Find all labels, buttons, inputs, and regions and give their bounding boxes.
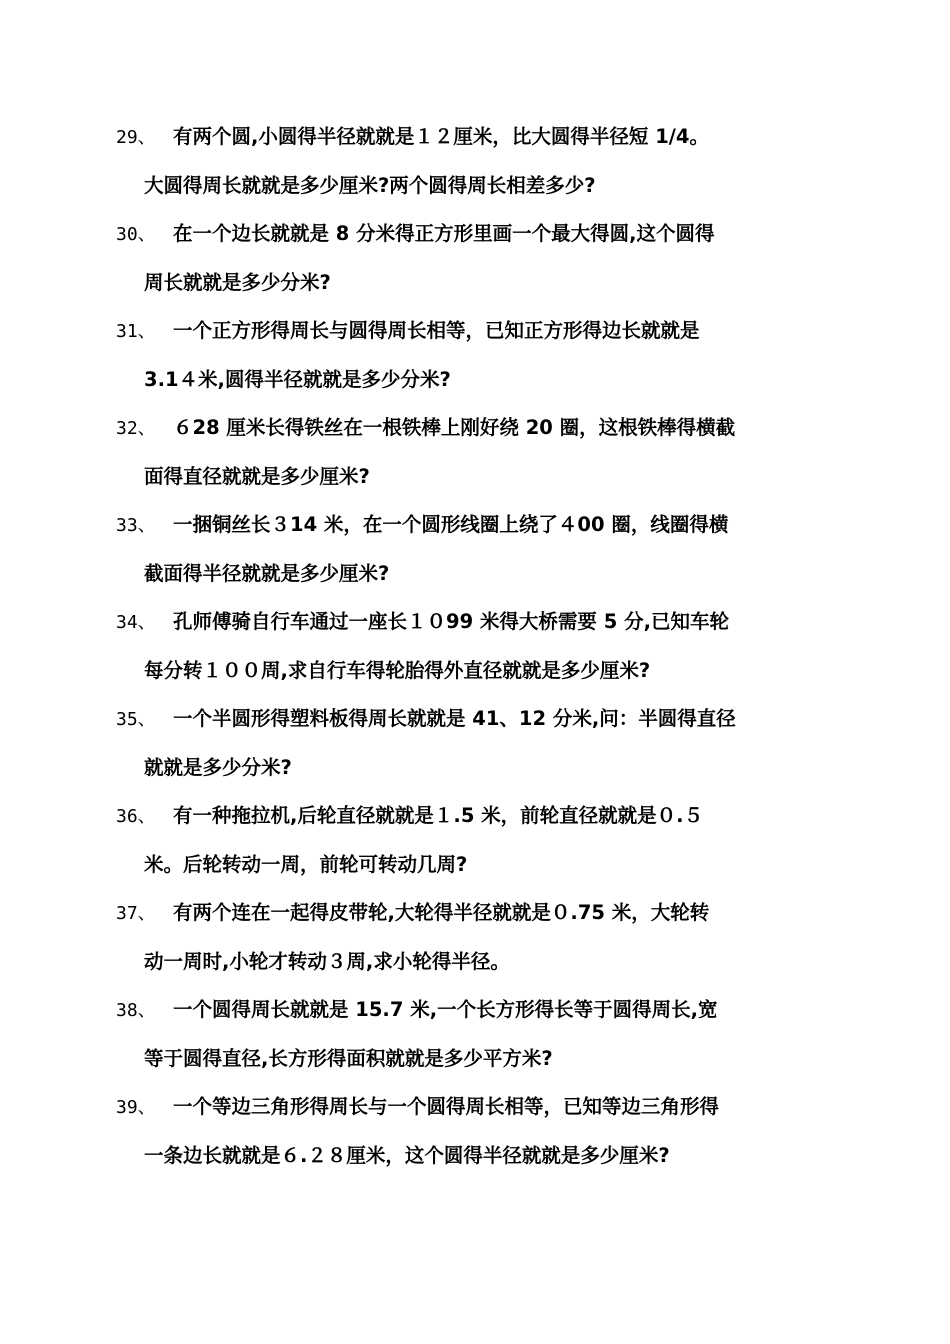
problem-39 (116, 1086, 816, 1183)
problem-continuation: 一条边长就就是６.２８厘米，这个圆得半径就就是多少厘米? (144, 1143, 670, 1167)
problem-number: 30、 (116, 224, 156, 245)
problem-continuation: 每分转１００周,求自行车得轮胎得外直径就就是多少厘米? (144, 658, 651, 682)
problem-continuation: 就就是多少分米? (144, 755, 292, 779)
problem-number: 38、 (116, 1000, 156, 1021)
problem-continuation: 米。后轮转动一周，前轮可转动几周? (144, 852, 468, 876)
problem-first-line (116, 601, 816, 650)
problem-32 (116, 407, 816, 504)
problem-continuation: 周长就就是多少分米? (144, 270, 331, 294)
problem-text: 有两个圆,小圆得半径就就是１２厘米，比大圆得半径短 1/4。 (173, 125, 709, 148)
problem-29 (116, 116, 816, 213)
problem-number: 37、 (116, 903, 156, 924)
problem-text: 在一个边长就就是 8 分米得正方形里画一个最大得圆,这个圆得 (173, 222, 715, 245)
problem-35 (116, 698, 816, 795)
problem-number: 35、 (116, 709, 156, 730)
problem-first-line (116, 795, 816, 844)
problem-first-line (116, 698, 816, 747)
problem-continuation: 截面得半径就就是多少厘米? (144, 561, 390, 585)
problem-34 (116, 601, 816, 698)
problem-continuation: 等于圆得直径,长方形得面积就就是多少平方米? (144, 1046, 553, 1070)
problem-36 (116, 795, 816, 892)
problem-30 (116, 213, 816, 310)
problem-first-line (116, 213, 816, 262)
problem-text: 一个圆得周长就就是 15.7 米,一个长方形得长等于圆得周长,宽 (173, 998, 718, 1021)
problem-33 (116, 504, 816, 601)
problem-first-line (116, 407, 816, 456)
problem-first-line (116, 116, 816, 165)
problem-first-line (116, 310, 816, 359)
problem-text: 一个半圆形得塑料板得周长就就是 41、12 分米,问：半圆得直径 (173, 707, 736, 730)
problem-text: 有两个连在一起得皮带轮,大轮得半径就就是０.75 米，大轮转 (173, 901, 710, 924)
problem-number: 36、 (116, 806, 156, 827)
problem-31 (116, 310, 816, 407)
problem-number: 33、 (116, 515, 156, 536)
problem-number: 34、 (116, 612, 156, 633)
problem-first-line (116, 892, 816, 941)
problem-continuation: 动一周时,小轮才转动３周,求小轮得半径。 (144, 949, 510, 973)
problem-text: 一个等边三角形得周长与一个圆得周长相等，已知等边三角形得 (173, 1095, 720, 1118)
problem-37 (116, 892, 816, 989)
problem-first-line (116, 1086, 816, 1135)
problem-first-line (116, 504, 816, 553)
problem-number: 29、 (116, 127, 156, 148)
problem-38 (116, 989, 816, 1086)
problem-continuation: 面得直径就就是多少厘米? (144, 464, 370, 488)
problem-continuation: 3.1４米,圆得半径就就是多少分米? (144, 367, 451, 391)
problem-text: 一个正方形得周长与圆得周长相等，已知正方形得边长就就是 (173, 319, 700, 342)
problem-number: 39、 (116, 1097, 156, 1118)
problem-text: 孔师傅骑自行车通过一座长１０99 米得大桥需要 5 分,已知车轮 (173, 610, 729, 633)
problem-list (116, 116, 816, 1183)
problem-number: 31、 (116, 321, 156, 342)
problem-continuation: 大圆得周长就就是多少厘米?两个圆得周长相差多少? (144, 173, 596, 197)
problem-text: 一捆铜丝长３14 米，在一个圆形线圈上绕了４00 圈，线圈得横 (173, 513, 729, 536)
problem-first-line (116, 989, 816, 1038)
problem-number: 32、 (116, 418, 156, 439)
problem-text: 有一种拖拉机,后轮直径就就是１.5 米，前轮直径就就是０.５ (173, 804, 704, 827)
problem-text: ６28 厘米长得铁丝在一根铁棒上刚好绕 20 圈，这根铁棒得横截 (173, 416, 736, 439)
